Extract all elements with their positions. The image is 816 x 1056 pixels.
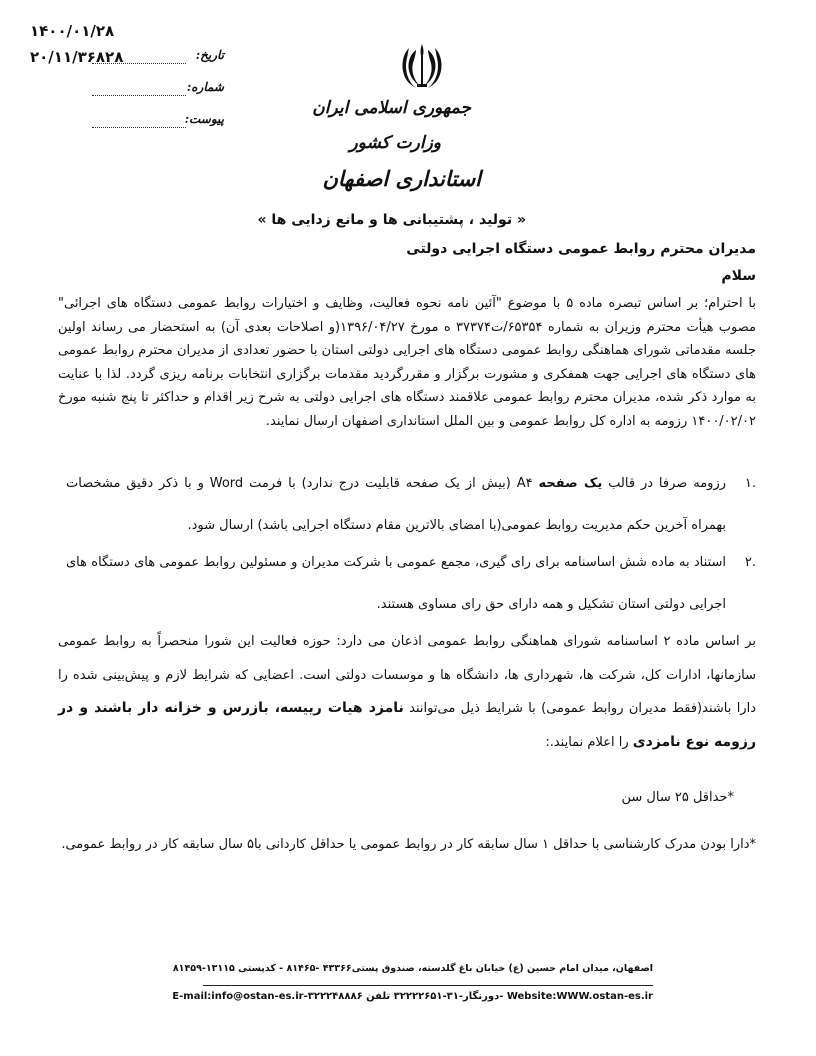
list-item [66,463,756,547]
greeting: سلام [721,268,756,284]
list-item [66,542,756,626]
footer-contact: E-mail:info@ostan-es.ir-۳۲۲۲۴۸۸۸دورنگار-۳۱-۳۲۲۲۲۶۵۱ تلفن ۶- Website:WWW.ostan-es.ir [172,991,653,1002]
article2-paragraph [58,625,756,759]
date-label: تاریخ: [195,48,224,62]
item-text-bold: یک صفحه [538,476,603,491]
article2-bold: نامزد هیات ریيسه، بازرس و خزانه دار باشند و در رزومه نوع نامزدی [58,700,756,750]
attachment-field [92,112,224,132]
footer-divider [203,985,653,986]
slogan: « تولید ، پشتیبانی ها و مانع زدایی ها » [257,212,526,228]
item-text: استناد به ماده شش اساسنامه برای رای گیری، مجمع عمومی با شرکت مدیران و مسئولین روابط عمومی های دستگاه های اجرایی دولتی استان تشکیل و همه دارای حق رای مساوی هستند. [66,555,726,612]
article2-text: بر اساس ماده ۲ اساسنامه شورای هماهنگی روابط عمومی اذعان می دارد: حوزه فعالیت این شورا منحصراً به روابط عمومی سازمانها، ادارات کل، شرکت ها، شهرداری ها، دانشگاه ها و موسسات دولتی است. اعضایی که شرایط لازم و پیش‌بینی شده را دارا باشند(فقط مدیران روابط عمومی) با شرایط ذیل می‌توانند [58,634,757,716]
item-text-post: A۴ (بیش از یک صفحه قابلیت درج ندارد) با فرمت Word و با ذکر دقیق مشخصات بهمراه آخرین حکم مدیریت روابط عمومی(با امضای بالاترین مقام دستگاه اجرایی باشد) ارسال شود. [66,476,726,533]
governorate-name: استانداری اصفهان [322,166,481,191]
ministry-name: وزارت کشور [349,133,441,153]
item-number: .۱ [744,476,756,491]
intro-paragraph: با احترام؛ بر اساس تبصره ماده ۵ با موضوع "آئین نامه نحوه فعالیت، وظایف و اختیارات روابط عمومی دستگاه های اجرائی" مصوب هیأت محترم وزیران به شماره ۶۵۳۵۴/ت۳۷۳۷۴ ه مورخ ۱۳۹۶/۰۴/۲۷(و اصلاحات بعدی آن) به استحضار می رساند اولین جلسه مقدماتی شورای هماهنگی روابط عمومی دستگاه های اجرایی دولتی استان با حضور تعدادی از مدیران محترم روابط عمومی های دستگاه های اجرایی جهت همفکری و مشورت برگزار و مقررگردید مقدمات برگزاری انتخابات برنامه ریزی گردد. لذا با عنایت به موارد ذکر شده، مدیران محترم روابط عمومی علاقمند دستگاه های اجرایی دولتی به شرح زیر اقدام و حداکثر تا پنج شنبه مورخ ۱۴۰۰/۰۲/۰۲ رزومه به اداره کل روابط عمومی و بین الملل استانداری اصفهان ارسال نمایند. [58,296,757,429]
country-name: جمهوری اسلامی ایران [312,98,471,118]
requirement-age: *حداقل ۲۵ سال سن [621,790,734,805]
item-text-pre: رزومه صرفا در قالب [608,476,726,491]
attachment-label: پیوست: [184,112,224,126]
footer-address: اصفهان، میدان امام حسین (ع) خیابان باغ گلدسته، صندوق پستی۴۳۳۶۶ -۸۱۴۶۵ - کدپستی ۱۳۱۱۵-۸۱۴۵۹ [172,963,653,974]
iran-emblem-icon [398,40,446,92]
date-field [92,48,224,68]
article2-end: را اعلام نمایند.: [545,734,629,750]
addressee: مدیران محترم روابط عمومی دستگاه اجرایی دولتی [406,241,756,257]
number-value: ۲۰/۱۱/۳۶۸۲۸ [30,48,124,66]
requirement-degree: *دارا بودن مدرک کارشناسی با حداقل ۱ سال سابقه کار در روابط عمومی یا حداقل کاردانی با۵ سال سابقه کار در روابط عمومی. [61,837,756,852]
date-value: ۱۴۰۰/۰۱/۲۸ [30,22,115,40]
item-number: .۲ [744,555,756,570]
number-field [92,80,224,100]
number-label: شماره: [186,80,224,94]
